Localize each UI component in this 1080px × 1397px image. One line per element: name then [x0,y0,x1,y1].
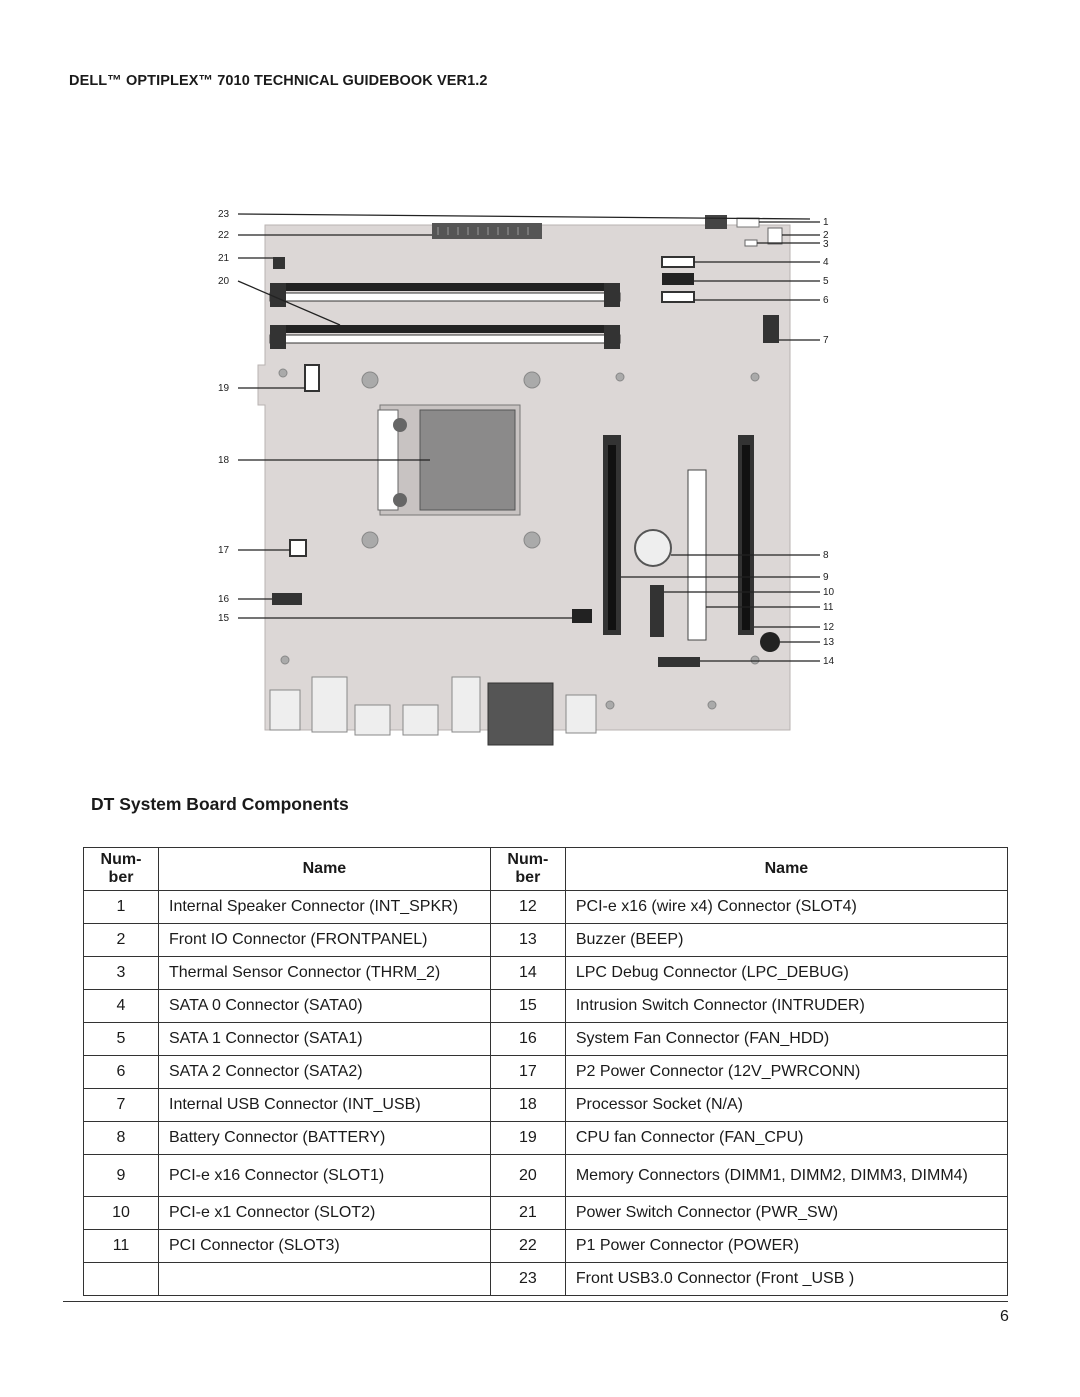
callout-10: 10 [823,587,835,598]
power-switch-connector [273,257,285,269]
speaker-connector [737,218,759,227]
cell-number: 7 [84,1089,159,1122]
cell-number: 11 [84,1230,159,1263]
system-fan-connector [272,593,302,605]
p2-power-connector [290,540,306,556]
page-number: 6 [1000,1308,1009,1325]
battery [635,530,671,566]
section-title: DT System Board Components [91,794,349,814]
callout-20: 20 [218,276,230,287]
cell-number: 12 [490,891,565,924]
cell-number: 23 [490,1263,565,1296]
cell-name: Battery Connector (BATTERY) [159,1122,491,1155]
cell-number: 20 [490,1155,565,1197]
cell-name: PCI-e x16 (wire x4) Connector (SLOT4) [565,891,1007,924]
cell-name: SATA 1 Connector (SATA1) [159,1023,491,1056]
callout-12: 12 [823,622,835,633]
callout-4: 4 [823,257,829,268]
callout-14: 14 [823,656,835,667]
callout-22: 22 [218,230,230,241]
cell-number: 21 [490,1197,565,1230]
thermal-connector [745,240,757,246]
cell-number: 16 [490,1023,565,1056]
cell-name: CPU fan Connector (FAN_CPU) [565,1122,1007,1155]
callout-11: 11 [823,602,834,613]
cell-name: LPC Debug Connector (LPC_DEBUG) [565,957,1007,990]
callout-19: 19 [218,383,230,394]
callout-9: 9 [823,572,829,583]
callout-3: 3 [823,239,829,250]
table-row [84,1155,1008,1197]
callout-16: 16 [218,594,230,605]
components-table [83,847,1008,1296]
cell-name: PCI-e x16 Connector (SLOT1) [159,1155,491,1197]
cell-name: SATA 2 Connector (SATA2) [159,1056,491,1089]
callout-2: 2 [823,230,829,241]
cell-number: 5 [84,1023,159,1056]
cell-number [84,1263,159,1296]
callout-17: 17 [218,545,230,556]
cell-name: SATA 0 Connector (SATA0) [159,990,491,1023]
cell-name: Thermal Sensor Connector (THRM_2) [159,957,491,990]
column-header-name-right: Name [565,848,1007,891]
cell-number: 22 [490,1230,565,1263]
column-header-number-right: Num- ber [490,848,565,891]
table-row [84,957,1008,990]
intrusion-switch-connector [572,609,592,623]
system-board-diagram [210,205,850,750]
table-row [84,891,1008,924]
table-header-row [84,848,1008,891]
cell-name: PCI Connector (SLOT3) [159,1230,491,1263]
cell-number: 2 [84,924,159,957]
callout-1: 1 [823,217,829,228]
table-row [84,1230,1008,1263]
cell-number: 19 [490,1122,565,1155]
table-row [84,1023,1008,1056]
cell-name: Power Switch Connector (PWR_SW) [565,1197,1007,1230]
cell-number: 6 [84,1056,159,1089]
table-row [84,1197,1008,1230]
cell-name: Internal USB Connector (INT_USB) [159,1089,491,1122]
buzzer [760,632,780,652]
pcie-x1-slot2 [650,585,664,637]
callout-6: 6 [823,295,829,306]
sata-1 [662,273,694,285]
cell-name [159,1263,491,1296]
cell-number: 4 [84,990,159,1023]
callout-7: 7 [823,335,829,346]
lpc-debug-connector [658,657,700,667]
footer-rule [63,1301,1008,1302]
cell-number: 9 [84,1155,159,1197]
cell-number: 8 [84,1122,159,1155]
callout-8: 8 [823,550,829,561]
sata-0 [662,257,694,267]
cell-number: 10 [84,1197,159,1230]
system-board-figure [210,205,850,750]
cell-name: Intrusion Switch Connector (INTRUDER) [565,990,1007,1023]
document-header: DELL™ OPTIPLEX™ 7010 TECHNICAL GUIDEBOOK VER1.2 [69,73,488,89]
sata-2 [662,292,694,302]
front-panel-connector [768,228,782,244]
table-row [84,1263,1008,1296]
callout-5: 5 [823,276,829,287]
cell-number: 13 [490,924,565,957]
table-row [84,1056,1008,1089]
callout-23: 23 [218,209,230,220]
column-header-number-left: Num- ber [84,848,159,891]
cell-name: Memory Connectors (DIMM1, DIMM2, DIMM3, DIMM4) [565,1155,1007,1197]
cell-name: P2 Power Connector (12V_PWRCONN) [565,1056,1007,1089]
cell-number: 14 [490,957,565,990]
callout-13: 13 [823,637,835,648]
cpu-fan-connector [305,365,319,391]
cell-number: 18 [490,1089,565,1122]
callout-15: 15 [218,613,230,624]
table-row [84,1122,1008,1155]
cell-number: 17 [490,1056,565,1089]
cell-name: PCI-e x1 Connector (SLOT2) [159,1197,491,1230]
front-usb3-connector [705,215,727,229]
table-row [84,1089,1008,1122]
cell-number: 1 [84,891,159,924]
table-row [84,990,1008,1023]
cell-name: P1 Power Connector (POWER) [565,1230,1007,1263]
cell-name: Processor Socket (N/A) [565,1089,1007,1122]
cell-number: 15 [490,990,565,1023]
callout-18: 18 [218,455,230,466]
table-row [84,924,1008,957]
cell-name: Buzzer (BEEP) [565,924,1007,957]
cell-name: Front USB3.0 Connector (Front _USB ) [565,1263,1007,1296]
cell-name: Internal Speaker Connector (INT_SPKR) [159,891,491,924]
internal-usb-connector [763,315,779,343]
cell-number: 3 [84,957,159,990]
cell-name: Front IO Connector (FRONTPANEL) [159,924,491,957]
cell-name: System Fan Connector (FAN_HDD) [565,1023,1007,1056]
callout-21: 21 [218,253,230,264]
column-header-name-left: Name [159,848,491,891]
